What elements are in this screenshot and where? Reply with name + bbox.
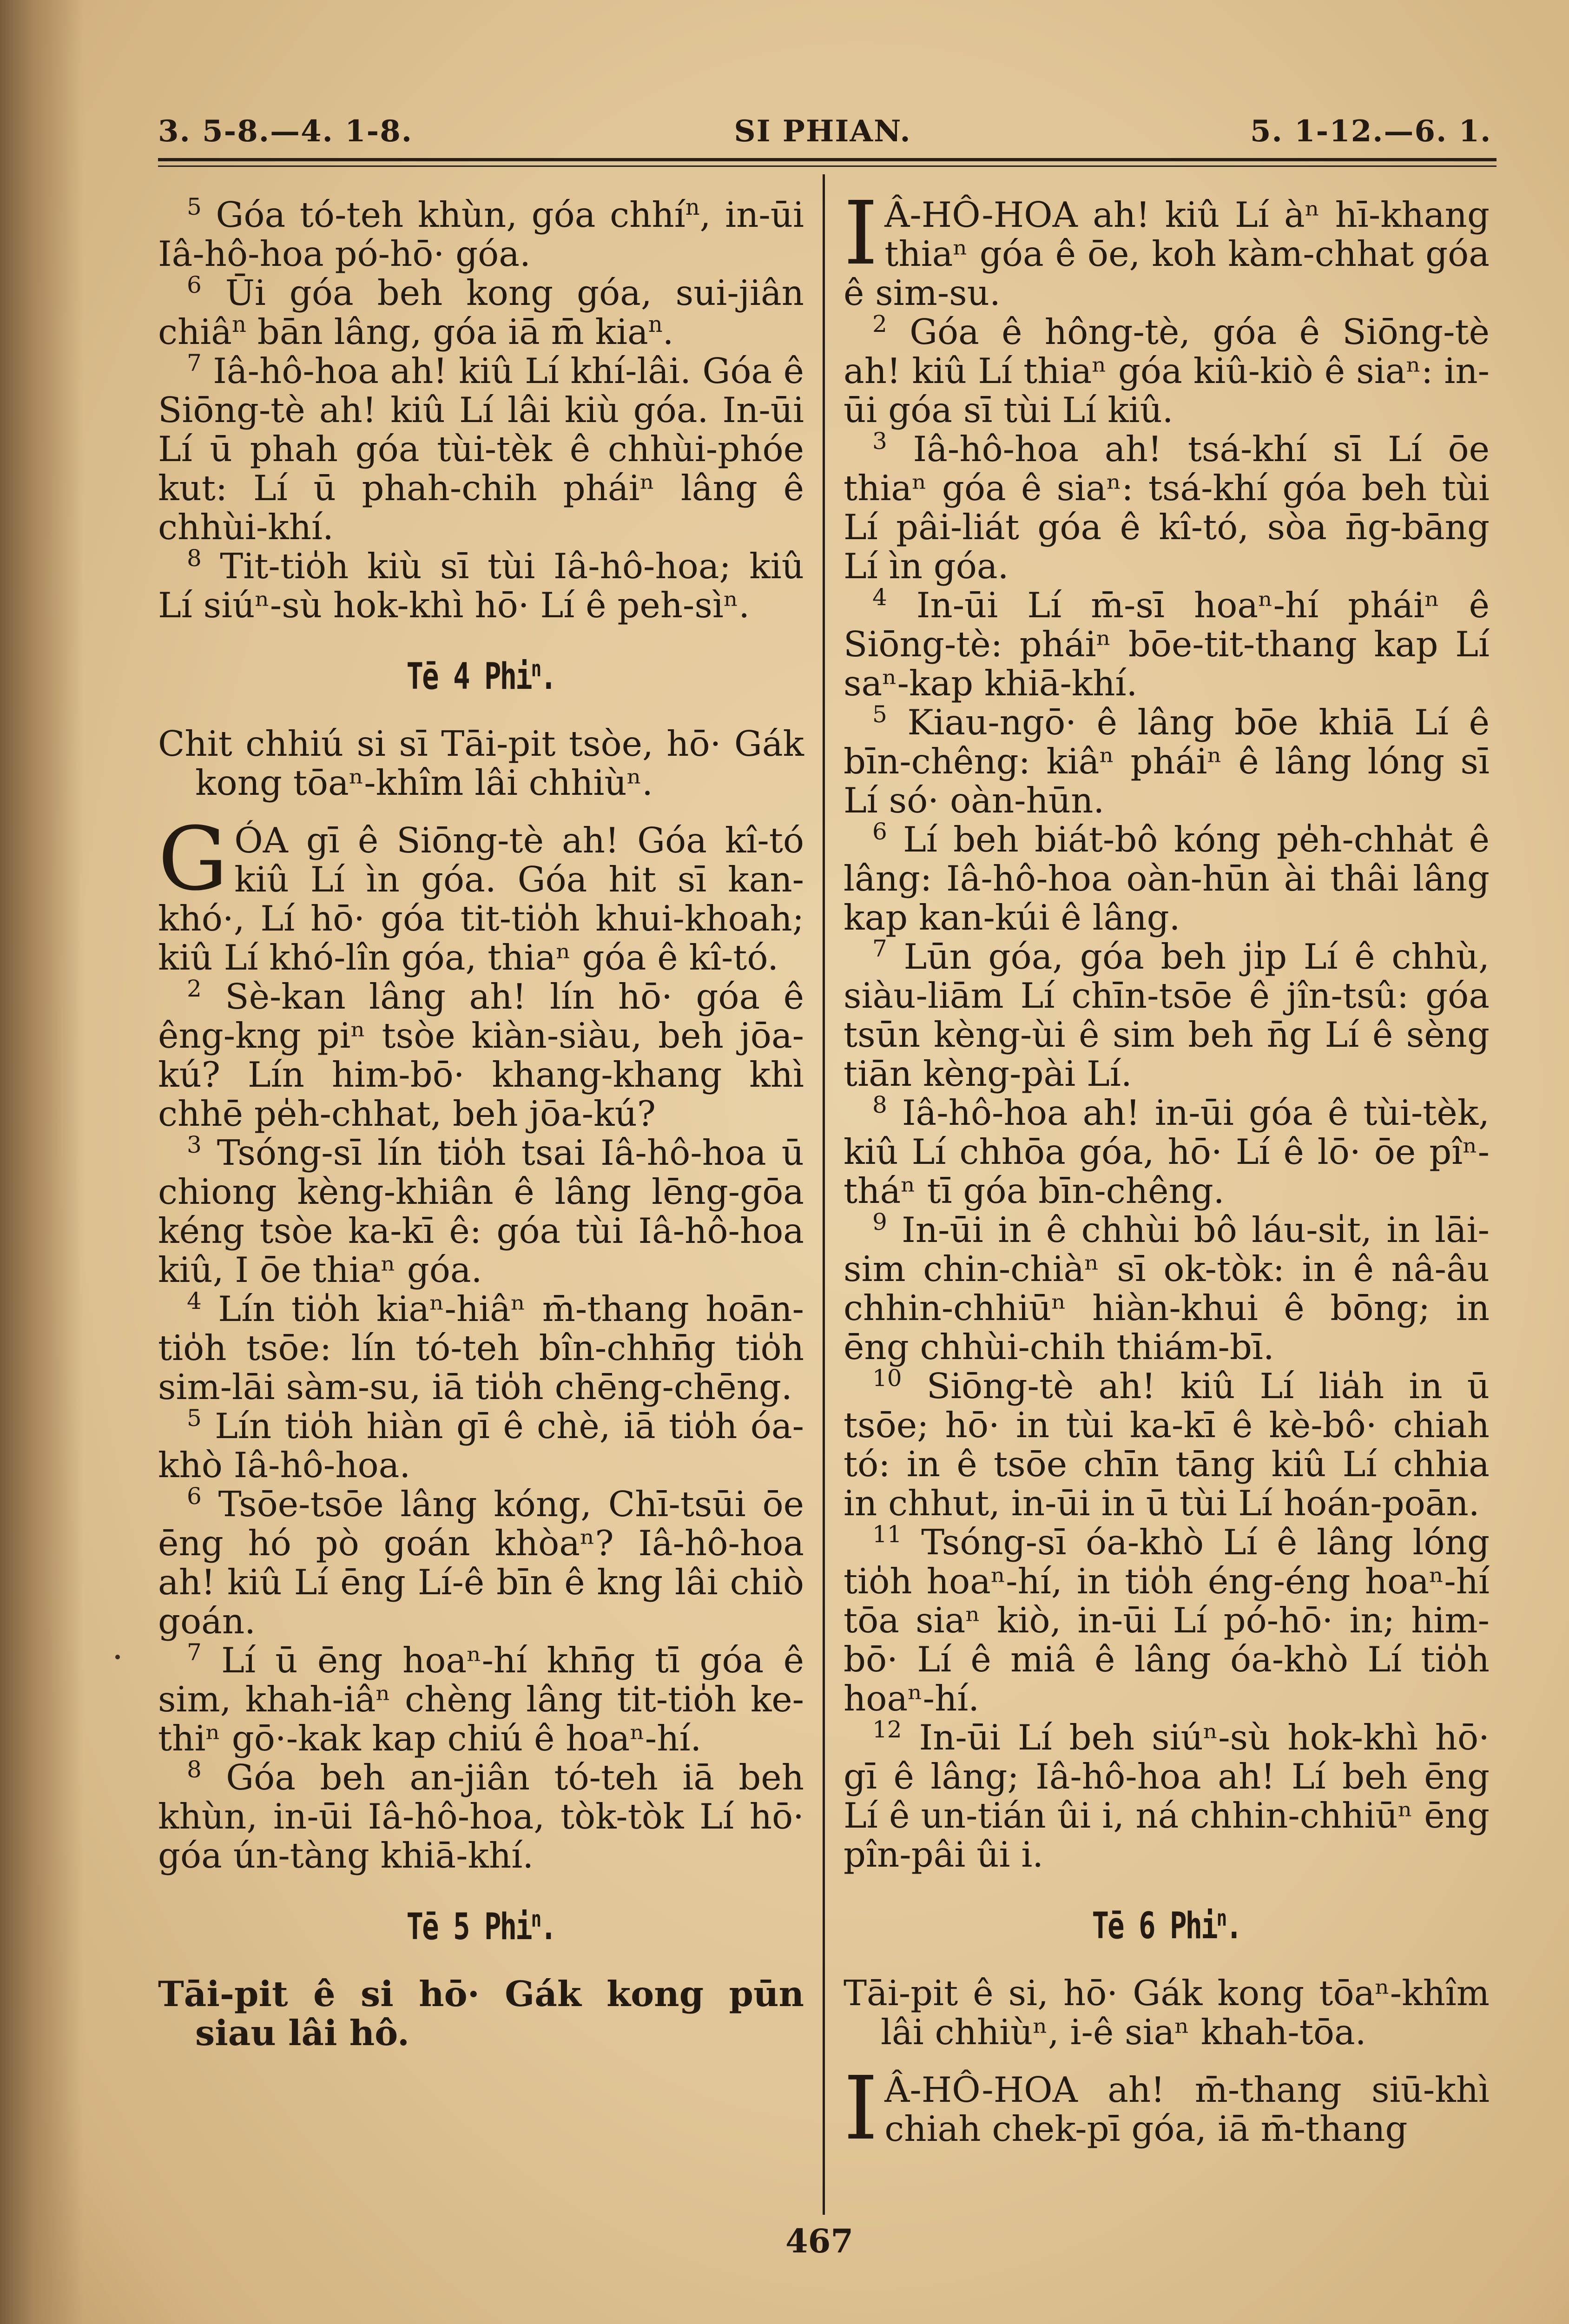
verse: $^5$ Lín tio̍h hiàn gī ê chè, iā tio̍h óa-khò Iâ-hô-hoa. bbox=[158, 1405, 804, 1486]
verse: $^8$ Góa beh an-jiân tó-teh iā beh khùn, in-ūi Iâ-hô-hoa, tòk-tòk Lí hō· góa ún-tàng khiā-khí. bbox=[158, 1756, 804, 1876]
verse: $^{11}$ Tsóng-sī óa-khò Lí ê lâng lóng tio̍h hoaⁿ-hí, in tio̍h éng-éng hoaⁿ-hí tōa siaⁿ kiò, in-ūi Lí pó-hō· in; him-bō· Lí ê miâ ê lâng óa-khò Lí tio̍h hoaⁿ-hí. bbox=[844, 1521, 1490, 1719]
spine-shadow bbox=[0, 0, 84, 2324]
header-right-reference: 5. 1-12.—6. 1. bbox=[1250, 114, 1492, 149]
drop-cap: G bbox=[158, 808, 228, 910]
verse: $^4$ In-ūi Lí m̄-sī hoaⁿ-hí pháiⁿ ê Siōng-tè: pháiⁿ bōe-tit-thang kap Lí saⁿ-kap khiā-khí. bbox=[844, 584, 1490, 704]
column-divider bbox=[823, 174, 825, 2215]
chapter-5-heading: Tē 5 Phi$^n$. bbox=[406, 1906, 556, 1948]
verse: $^2$ Góa ê hông-tè, góa ê Siōng-tè ah! kiû Lí thiaⁿ góa kiû-kiò ê siaⁿ: in-ūi góa sī tùi Lí kiû. bbox=[844, 310, 1490, 430]
left-column bbox=[158, 195, 804, 2071]
verse: I Â-HÔ-HOA ah! kiû Lí àⁿ hī-khang thiaⁿ góa ê ōe, koh kàm-chhat góa ê sim-su. bbox=[844, 183, 1490, 313]
ink-speck bbox=[115, 1655, 120, 1659]
header-rule-thick bbox=[158, 158, 1496, 161]
verse: $^{10}$ Siōng-tè ah! kiû Lí lia̍h in ū tsōe; hō· in tùi ka-kī ê kè-bô· chiah tó: in ê tsōe chīn tāng kiû Lí chhia in chhut, in-ūi in ū tùi Lí hoán-poān. bbox=[844, 1365, 1490, 1524]
verse: $^9$ In-ūi in ê chhùi bô láu-si̍t, in lāi-sim chin-chiàⁿ sī ok-tòk: in ê nâ-âu chhin-chhiūⁿ hiàn-khui ê bōng; in ēng chhùi-chih thiám-bī. bbox=[844, 1208, 1490, 1367]
verse: $^6$ Ūi góa beh kong góa, sui-jiân chiâ$^n$ bān lâng, góa iā m̄ kia$^n$. bbox=[158, 271, 804, 352]
verse: GÓA gī ê Siōng-tè ah! Góa kî-tó kiû Lí ìn góa. Góa hit sī kan-khó·, Lí hō· góa tit-tio̍h khui-khoah; kiû Lí khó-lîn góa, thiaⁿ góa ê kî-tó. bbox=[158, 808, 804, 978]
verse: $^3$ Tsóng-sī lín tio̍h tsai Iâ-hô-hoa ū chiong kèng-khiân ê lâng lēng-gōa kéng tsòe ka-kī ê: góa tùi Iâ-hô-hoa kiû, I ōe thiaⁿ góa. bbox=[158, 1131, 804, 1290]
header-left-reference: 3. 5-8.—4. 1-8. bbox=[158, 114, 413, 149]
verse: $^6$ Tsōe-tsōe lâng kóng, Chī-tsūi ōe ēng hó pò goán khòaⁿ? Iâ-hô-hoa ah! kiû Lí ēng Lí-ê bīn ê kng lâi chiò goán. bbox=[158, 1483, 804, 1642]
verse: $^7$ Iâ-hô-hoa ah! kiû Lí khí-lâi. Góa ê Siōng-tè ah! kiû Lí lâi kiù góa. In-ūi Lí ū phah góa tùi-tèk ê chhùi-phóe kut: Lí ū phah-chih pháiⁿ lâng ê chhùi-khí. bbox=[158, 350, 804, 548]
chapter-5-summary: Tāi-pit ê si hō· Gák kong pūn siau lâi hô. bbox=[158, 1974, 804, 2053]
chapter-6-summary: Tāi-pit ê si, hō· Gák kong tōaⁿ-khîm lâi chhiùⁿ, i-ê siaⁿ khah-tōa. bbox=[844, 1973, 1490, 2053]
verse: $^7$ Lí ū ēng hoaⁿ-hí khn̄g tī góa ê sim, khah-iâⁿ chèng lâng tit-tio̍h ke-thiⁿ gō·-kak kap chiú ê hoaⁿ-hí. bbox=[158, 1639, 804, 1759]
verse: I Â-HÔ-HOA ah! m̄-thang siū-khì chiah chek-pī góa, iā m̄-thang bbox=[844, 2058, 1490, 2159]
page-number: 467 bbox=[785, 2222, 854, 2260]
verse: $^8$ Iâ-hô-hoa ah! in-ūi góa ê tùi-tèk, kiû Lí chhōa góa, hō· Lí ê lō· ōe pîⁿ-tháⁿ tī góa bīn-chêng. bbox=[844, 1091, 1490, 1211]
verse: $^6$ Lí beh biát-bô kóng pe̍h-chha̍t ê lâng: Iâ-hô-hoa oàn-hūn ài thâi lâng kap kan-kúi ê lâng. bbox=[844, 818, 1490, 938]
verse: $^{12}$ In-ūi Lí beh siúⁿ-sù hok-khì hō· gī ê lâng; Iâ-hô-hoa ah! Lí beh ēng Lí ê un-tián ûi i, ná chhin-chhiūⁿ ēng pîn-pâi ûi i. bbox=[844, 1716, 1490, 1875]
chapter-6-heading: Tē 6 Phi$^n$. bbox=[1092, 1905, 1241, 1947]
verse: $^5$ Góa tó-teh khùn, góa chhí$^n$, in-ūi Iâ-hô-hoa pó-hō· góa. bbox=[158, 193, 804, 274]
drop-cap: I bbox=[844, 2058, 878, 2159]
verse: $^3$ Iâ-hô-hoa ah! tsá-khí sī Lí ōe thiaⁿ góa ê siaⁿ: tsá-khí góa beh tùi Lí pâi-liát góa ê kî-tó, sòa n̄g-bāng Lí ìn góa. bbox=[844, 428, 1490, 587]
verse: $^5$ Kiau-ngō· ê lâng bōe khiā Lí ê bīn-chêng: kiâⁿ pháiⁿ ê lâng lóng sī Lí só· oàn-hūn. bbox=[844, 701, 1490, 821]
chapter-4-heading: Tē 4 Phi$^n$. bbox=[406, 656, 556, 698]
drop-cap: I bbox=[844, 183, 878, 284]
verse: $^4$ Lín tio̍h kiaⁿ-hiâⁿ m̄-thang hoān-tio̍h tsōe: lín tó-teh bîn-chhn̄g tio̍h sim-lāi sàm-su, iā tio̍h chēng-chēng. bbox=[158, 1287, 804, 1407]
verse: $^7$ Lūn góa, góa beh ji̍p Lí ê chhù, siàu-liām Lí chīn-tsōe ê jîn-tsû: góa tsūn kèng-ùi ê sim beh n̄g Lí ê sèng tiān kèng-pài Lí. bbox=[844, 935, 1490, 1094]
right-column bbox=[844, 183, 1490, 2159]
verse: $^8$ Tit-tio̍h kiù sī tùi Iâ-hô-hoa; kiû Lí siúⁿ-sù hok-khì hō· Lí ê peh-sìⁿ. bbox=[158, 545, 804, 626]
chapter-4-summary: Chit chhiú si sī Tāi-pit tsòe, hō· Gák kong tōaⁿ-khîm lâi chhiùⁿ. bbox=[158, 723, 804, 803]
header-rule-thin bbox=[158, 165, 1496, 167]
verse: $^2$ Sè-kan lâng ah! lín hō· góa ê êng-kng piⁿ tsòe kiàn-siàu, beh jōa-kú? Lín him-bō· khang-khang khì chhē pe̍h-chhat, beh jōa-kú? bbox=[158, 975, 804, 1134]
header-book-title: SI PHIAN. bbox=[734, 114, 911, 149]
